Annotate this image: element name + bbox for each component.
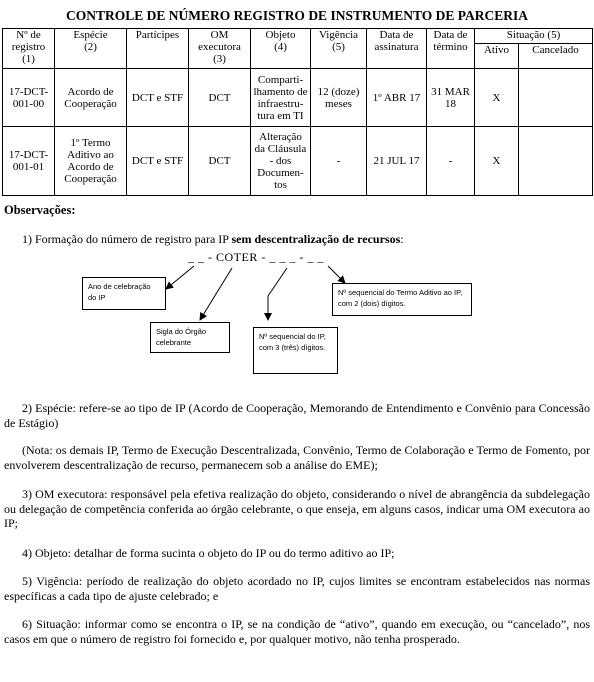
box-sequencial-ip: Nº sequencial do IP, com 3 (três) dígitos. bbox=[253, 327, 338, 374]
box-sequencial-termo-aditivo: Nº sequencial do Termo Aditivo ao IP, com 2 (dois) dígitos. bbox=[332, 283, 472, 316]
header-om-executora: OM executora (3) bbox=[189, 29, 251, 69]
cell-ativo: X bbox=[475, 69, 519, 127]
header-objeto: Objeto (4) bbox=[251, 29, 311, 69]
observacoes-heading: Observações: bbox=[4, 203, 76, 217]
header-numero: Nº de registro (1) bbox=[3, 29, 55, 69]
cell-especie: Acordo de Cooperação bbox=[55, 69, 127, 127]
header-especie: Espécie (2) bbox=[55, 29, 127, 69]
arrow-sigla bbox=[200, 268, 232, 320]
box-ano-celebracao: Ano de celebração do IP bbox=[82, 277, 166, 310]
cell-numero: 17-DCT- 001-00 bbox=[3, 69, 55, 127]
header-participes: Partícipes bbox=[127, 29, 189, 69]
document-title: CONTROLE DE NÚMERO REGISTRO DE INSTRUMENTO DE PARCERIA bbox=[66, 8, 528, 23]
item-3: 3) OM executora: responsável pela efetiva realização do objeto, considerando o nível de abrangência da subdelegação ou delegação de competência conferida ao órgão celebrante, o que enseja, em alguns casos, indicar uma OM executora ao IP; bbox=[4, 487, 590, 530]
item-1: 1) Formação do número de registro para IP sem descentralização de recursos: bbox=[22, 232, 404, 246]
item-5: 5) Vigência: período de realização do objeto acordado no IP, cujos limites se encontram estabelecidos nas normas específicas a cada tipo de ajuste celebrado; e bbox=[4, 574, 590, 603]
item-2: 2) Espécie: refere-se ao tipo de IP (Acordo de Cooperação, Memorando de Entendimento e Convênio para Concessão de Estágio) bbox=[4, 401, 590, 430]
header-data-termino: Data de término bbox=[427, 29, 475, 69]
cell-especie: 1º Termo Aditivo ao Acordo de Cooperação bbox=[55, 127, 127, 196]
cell-ativo: X bbox=[475, 127, 519, 196]
cell-objeto: Alteração da Cláusula - dos Documen- tos bbox=[251, 127, 311, 196]
header-situacao: Situação (5) bbox=[475, 29, 593, 44]
cell-participes: DCT e STF bbox=[127, 69, 189, 127]
header-vigencia: Vigência (5) bbox=[311, 29, 367, 69]
cell-objeto: Comparti- lhamento de infraestru- tura em TI bbox=[251, 69, 311, 127]
arrow-seq2 bbox=[328, 266, 345, 283]
box-sigla-orgao: Sigla do Órgão celebrante bbox=[150, 322, 230, 353]
cell-assinatura: 1º ABR 17 bbox=[367, 69, 427, 127]
registry-pattern: _ _ - COTER - _ _ _ - _ _ bbox=[188, 250, 324, 264]
arrow-ano bbox=[166, 266, 194, 289]
item-2-nota: (Nota: os demais IP, Termo de Execução Descentralizada, Convênio, Termo de Colaboração e Termo de Fomento, por envolverem descentralização de recurso, permanecem sob a análise do EME); bbox=[4, 443, 590, 472]
item-4: 4) Objeto: detalhar de forma sucinta o objeto do IP ou do termo aditivo ao IP; bbox=[22, 546, 395, 560]
cell-termino: 31 MAR 18 bbox=[427, 69, 475, 127]
header-cancelado: Cancelado bbox=[519, 44, 593, 69]
cell-numero: 17-DCT- 001-01 bbox=[3, 127, 55, 196]
cell-om: DCT bbox=[189, 69, 251, 127]
header-ativo: Ativo bbox=[475, 44, 519, 69]
cell-participes: DCT e STF bbox=[127, 127, 189, 196]
cell-om: DCT bbox=[189, 127, 251, 196]
item-6: 6) Situação: informar como se encontra o IP, se na condição de “ativo”, quando em execução, ou “cancelado”, nos casos em que o número de registro foi fornecido e, por qualquer motivo, não tenha prosperado. bbox=[4, 617, 590, 646]
arrow-seq3 bbox=[268, 268, 287, 320]
cell-assinatura: 21 JUL 17 bbox=[367, 127, 427, 196]
cell-vigencia: - bbox=[311, 127, 367, 196]
cell-termino: - bbox=[427, 127, 475, 196]
header-data-assinatura: Data de assinatura bbox=[367, 29, 427, 69]
cell-vigencia: 12 (doze) meses bbox=[311, 69, 367, 127]
